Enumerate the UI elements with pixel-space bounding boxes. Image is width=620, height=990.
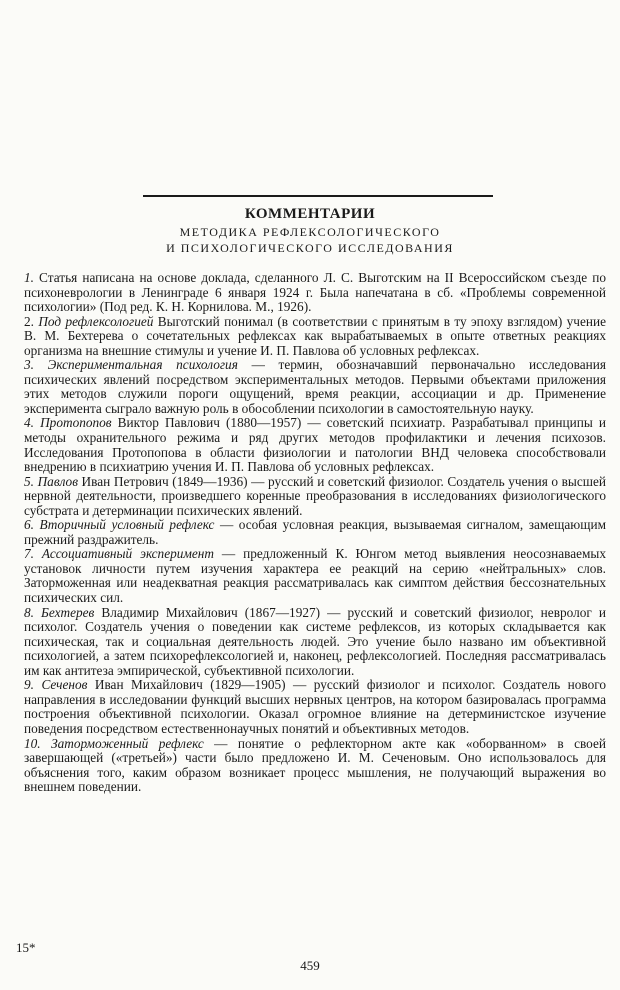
comment-text: Статья написана на основе доклада, сделанного Л. С. Выготским на II Всероссийском съезде по психоневрологии в Ленинграде 6 января 1924 г. Была напечатана в сб. «Проблемы современной психологии» (Под ред. К. Н. Корнилова. М., 1926). <box>24 270 606 315</box>
comment-number: 7. <box>24 546 34 562</box>
comment-entry <box>24 518 606 547</box>
comment-term: Протопопов <box>40 415 112 431</box>
comment-text: Иван Петрович (1849—1936) — русский и советский физиолог. Создатель учения о высшей нервной деятельности, произведшего коренные преобразования в исследованиях физиологического субстрата и детерминации психических явлений. <box>24 473 606 518</box>
comment-entry <box>24 315 606 359</box>
comment-text: Выготский понимал (в соответствии с принятым в ту эпоху взглядом) учение В. М. Бехтерева о сочетательных рефлексах как вырабатываемых в опыте ответных реакциях организма на внешние стимулы и учение И. П. Павлова об условных рефлексах. <box>24 313 606 358</box>
comment-number: 8. <box>24 604 34 620</box>
comment-text: — предложенный К. Юнгом метод выявления неосознаваемых установок личности путем изучения характера ее реакций на серию «нейтральных» слов. Заторможенная или неадекватная реакция рассматривалась как симптом действия бессознательных психических сил. <box>24 546 607 606</box>
comment-number: 5. <box>24 473 34 489</box>
comment-text: — особая условная реакция, вызываемая сигналом, замещающим прежний раздражитель. <box>24 517 607 547</box>
header-rule <box>143 195 493 197</box>
comment-term: Павлов <box>37 473 78 489</box>
comment-entry <box>24 737 606 795</box>
comment-term: Бехтерев <box>41 604 95 620</box>
section-title: КОММЕНТАРИИ <box>244 206 376 222</box>
comment-term: Сеченов <box>41 677 88 693</box>
comment-number: 4. <box>24 415 34 431</box>
comment-number: 1. <box>24 270 34 285</box>
comment-term: Вторичный условный рефлекс <box>39 517 215 533</box>
comment-number: 10. <box>24 735 41 751</box>
comment-number: 3. <box>24 357 34 373</box>
comment-number: 6. <box>24 517 34 533</box>
comment-term: Заторможенный рефлекс <box>51 735 204 751</box>
comment-entry <box>24 358 606 416</box>
comment-text: Иван Михайлович (1829—1905) — русский физиолог и психолог. Создатель нового направления в исследовании функций высших нервных центров, на котором базировалась программа построения объективной психологии. Оказал огромное влияние на детерминистское изучение поведения посредством естественнонаучных понятий и объективных методов. <box>24 677 606 736</box>
comment-entry <box>24 678 606 736</box>
comment-term: Экспериментальная психология <box>47 357 238 373</box>
comment-text: — понятие о рефлекторном акте как «оборванном» в своей завершающей («третьей») части было предложено И. М. Сеченовым. Оно использовалось для объяснения того, каким образом возникает процесс мышления, не получающий выражения во внешнем поведении. <box>24 735 606 795</box>
comment-entry <box>24 271 606 315</box>
comment-text: Владимир Михайлович (1867—1927) — русский и советский физиолог, невролог и психолог. Создатель учения о поведении как системе рефлексов, из которых складывается как психическая, так и социальная деятельность людей. Это учение было названо им объективной психологией, а затем психорефлексологией и, наконец, рефлексологией. Последняя рассматривалась им как антитеза эмпирической, субъективной психологии. <box>24 604 606 678</box>
comment-entry <box>24 416 606 474</box>
comment-number: 2. <box>24 313 34 329</box>
comment-term: Ассоциативный эксперимент <box>41 546 214 562</box>
comment-entry <box>24 606 606 679</box>
signature-mark: 15* <box>16 940 36 955</box>
section-subtitle-line2: И ПСИХОЛОГИЧЕСКОГО ИССЛЕДОВАНИЯ <box>166 241 454 255</box>
page-number: 459 <box>300 958 320 973</box>
section-subtitle-line1: МЕТОДИКА РЕФЛЕКСОЛОГИЧЕСКОГО <box>179 225 441 239</box>
comment-term: Под рефлексологией <box>38 313 154 329</box>
comments-list <box>24 271 606 795</box>
comment-entry <box>24 547 606 605</box>
comment-entry <box>24 475 606 519</box>
comment-text: Виктор Павлович (1880—1957) — советский психиатр. Разрабатывал принципы и методы охранительного режима и ряд других методов профилактики и лечения психозов. Исследования Протопопова в области физиологии и патологии ВНД человека способствовали внедрению в психиатрию учения И. П. Павлова об условных рефлексах. <box>24 415 606 475</box>
comment-text: — термин, обозначавший первоначально исследования психических явлений посредством экспериментальных методов. Первыми объектами приложения этих методов служили пороги ощущений, время реакции, ассоциации и др. Применение эксперимента сыграло важную роль в обособлении психологии в самостоятельную науку. <box>24 357 606 416</box>
comment-number: 9. <box>24 677 34 693</box>
